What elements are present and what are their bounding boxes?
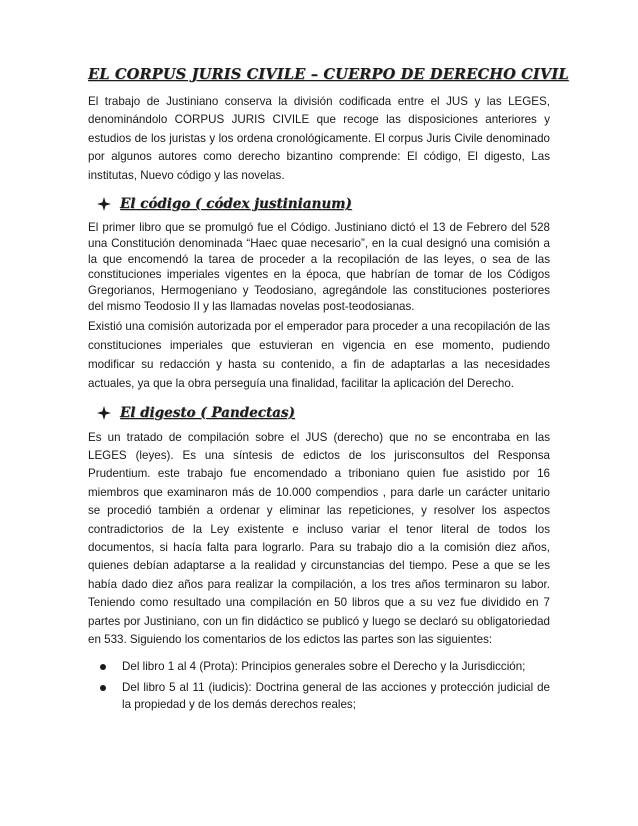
document-page [88, 66, 569, 717]
section-heading-codigo [97, 193, 550, 215]
list-item [88, 679, 550, 713]
list-item-text: Del libro 5 al 11 (iudicis): Doctrina general de las acciones y protección judicial de la propiedad y de los demás derechos reales; [122, 680, 550, 711]
bullet-dot-icon [100, 664, 106, 670]
section-heading-text: El digesto ( Pandectas) [120, 404, 295, 421]
section-heading-digesto [97, 402, 550, 424]
document-title: EL CORPUS JURIS CIVILE – CUERPO DE DERECHO CIVIL [88, 66, 569, 83]
list-item [88, 658, 550, 675]
diamond-bullet-icon [97, 197, 111, 211]
codigo-paragraph-1: El primer libro que se promulgó fue el Código. Justiniano dictó el 13 de Febrero del 528 una Constitución denominada “Haec quae necesario”, en la cual designó una comisión a la que encomendó la tarea de proceder a la recopilación de las leyes, o sea de las constituciones imperiales vigentes en la época, que habrían de tomar de los Códigos Gregorianos, Hermogeniano y Teodosiano, agregándole las constituciones posteriores del mismo Teodosio II y las llamadas novelas post-teodosianas. [88, 221, 550, 314]
bullet-dot-icon [100, 685, 106, 691]
section-heading-text: El código ( códex justinianum) [120, 196, 352, 213]
digesto-paragraph-1: Es un tratado de compilación sobre el JUS (derecho) que no se encontraba en las LEGES (leyes). Es una síntesis de edictos de los jurisconsultos del Responsa Prudentium. este trabajo fue encomendado a triboniano quien fue asistido por 16 miembros que examinaron más de 10.000 compendios , para darle un carácter unitario se procedió también a ordenar y eliminar las repeticiones, y resolver los aspectos contradictorios de la Ley existente e incluso variar el tenor literal de todos los documentos, si hacía falta para lograrlo. Para su trabajo dio a la comisión diez años, quienes debían adaptarse a la realidad y circunstancias del tiempo. Pese a que se les había dado diez años para realizar la compilación, a los tres años terminaron su labor. Teniendo como resultado una compilación en 50 libros que a su vez fue dividido en 7 partes por Justiniano, con un fin didáctico se publicó y luego se declaró su obligatoriedad en 533. Siguiendo los comentarios de los edictos las partes son las siguientes: [88, 430, 550, 647]
diamond-bullet-icon [97, 406, 111, 420]
intro-paragraph: El trabajo de Justiniano conserva la división codificada entre el JUS y las LEGES, denominándolo CORPUS JURIS CIVILE que recoge las disposiciones anteriores y estudios de los juristas y los ordena cronológicamente. El corpus Juris Civile denominado por algunos autores como derecho bizantino comprende: El código, El digesto, Las institutas, Nuevo código y las novelas. [88, 95, 550, 182]
list-item-text: Del libro 1 al 4 (Prota): Principios generales sobre el Derecho y la Jurisdicción; [122, 659, 526, 673]
digesto-parts-list [88, 658, 550, 713]
codigo-paragraph-2: Existió una comisión autorizada por el emperador para proceder a una recopilación de las constituciones imperiales que estuvieran en vigencia en ese momento, pudiendo modificar su redacción y hasta su contenido, a fin de adaptarlas a las necesidades actuales, ya que la obra perseguía una finalidad, facilitar la aplicación del Derecho. [88, 319, 550, 391]
